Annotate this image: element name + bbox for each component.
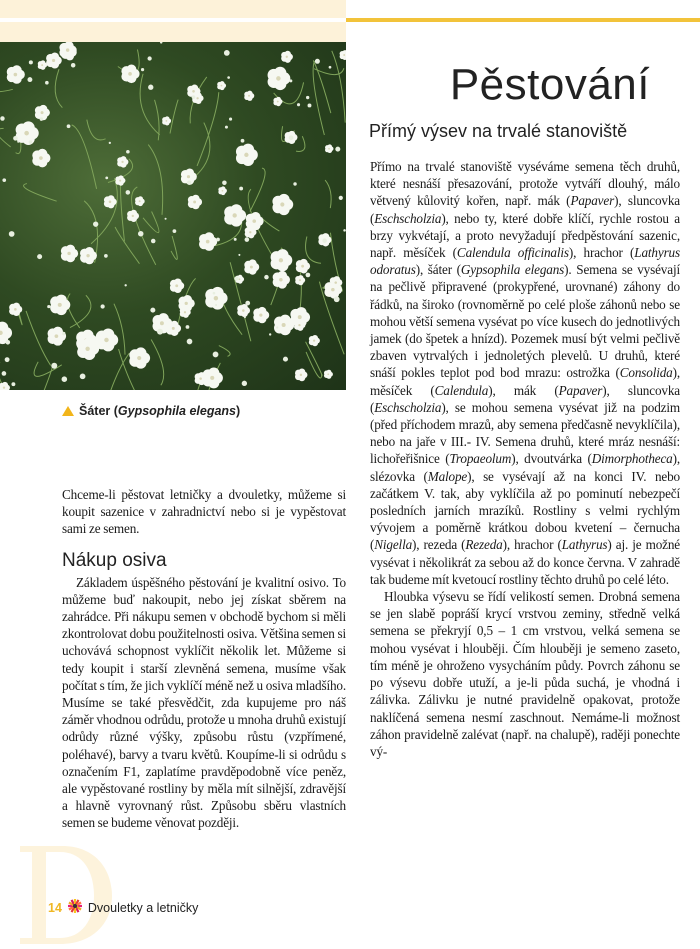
text-run: ), sluncovka ( [370,382,680,415]
bud [224,50,230,56]
stem [148,145,162,215]
latin-name: Lathyrus odoratus [370,245,680,278]
latin-name: Dimorphotheca [591,451,673,467]
photo-caption [62,404,240,418]
stem [170,100,178,134]
top-cream-band [0,0,346,18]
caption-text: Šáter ( [79,404,118,418]
latin-name: Malope [427,468,468,484]
yellow-rule [346,18,700,22]
bud [308,103,312,107]
stem [34,362,62,377]
bud [29,60,33,64]
flower [129,347,150,368]
left-column [62,486,346,832]
bud [67,124,71,128]
flower [96,328,118,351]
latin-name: Calendula officinalis [456,245,569,261]
flower [9,303,22,316]
bud [13,136,18,141]
text-run: ), se vysévají až na konci IV. nebo začátkem V. tak, aby vyklíčila až po pominutí nebezpečí posledních jarních mrazíků. Rostliny s velmi rychlým vývojem a poměrně krátkou dobou kvetení – černucha ( [370,468,680,553]
flower [135,196,145,206]
bud [71,63,76,68]
bud [215,304,217,306]
caption-suffix: ) [236,404,241,418]
body-paragraph [370,158,680,588]
flower [272,194,293,215]
bud [173,229,177,233]
bud [238,254,240,256]
latin-name: Gypsophila elegans [460,262,565,278]
bud [160,42,162,44]
flower [46,52,62,68]
bud [101,304,105,308]
bud [187,180,191,184]
flower [325,144,333,153]
bud [192,95,196,99]
text-run: ), dvoutvárka ( [511,451,592,467]
text-run: ), hrachor ( [568,245,635,261]
flower [162,116,171,125]
bud [2,371,7,376]
bud [165,218,167,220]
latin-name: Calendula [434,382,489,398]
bud [45,81,49,85]
caption-latin: Gypsophila elegans [117,404,236,418]
section-heading: Nákup osiva [62,549,167,571]
flower [61,245,78,263]
bud [5,357,10,362]
right-column [370,158,680,760]
bud [40,117,43,120]
latin-name: Papaver [570,193,615,209]
bud [37,254,42,259]
stem [26,311,51,365]
latin-name: Eschscholzia [374,210,442,226]
text-run: Přímo na trvalé stanoviště vyséváme semena těch druhů, které nesnáší přesazování, protože vytváří dlouhý, málo větvený kůlovitý kořen, např. mák ( [370,159,680,209]
bud [2,178,6,182]
bud [62,376,68,382]
bud [334,296,340,302]
text-run: ), mák ( [488,382,559,398]
stem [306,342,323,376]
bud [335,147,340,152]
bud [47,305,50,308]
stem [115,227,139,264]
stem [0,128,11,147]
bud [157,329,163,335]
flower [59,42,76,59]
latin-name: Papaver [558,382,603,398]
bud [138,231,144,237]
bud [148,85,153,90]
bud [126,190,131,195]
body-paragraph: Základem úspěšného pěstování je kvalitní osivo. To můžeme buď nakoupit, nebo jej získat sběrem na zahrádce. Při nákupu semen v obchodě bychom si měli zkontrolovat dobu použitelnosti osiva. Většina semen si uchovává schopnost vyklíčit několik let. Můžeme si tedy koupit i starší zlevněná semena, musíme však počítat s tím, že jich vyklíčí méně než u osiva mladšího. Musíme se také přesvědčit, zda kupujeme pro náš záměr vhodnou odrůdu, protože u mnoha druhů existují odrůdy různé výšky, způsobu růstu (vzpřímené, poléhavé), barvy a tvaru květů. Koupíme-li si odrůdu s označením F1, zaplatíme pravděpodobně více peněz, ale vypěstované rostliny by měla mít silnější, zdravější a hlavně vyrovnaný růst. Způsobu sběru vlastních semen se budeme věnovat později. [62,574,346,831]
flower [244,259,259,274]
top-cream-band-lower [0,22,346,42]
bud [297,103,300,106]
flower [295,369,307,382]
flower [296,259,310,274]
flower [115,175,125,185]
flower [117,156,128,167]
bud [187,339,193,345]
stem [219,346,230,357]
bud [276,326,278,328]
flower [246,212,264,230]
text-run: ), hrachor ( [502,537,562,553]
flower [104,195,117,208]
bud [62,332,65,335]
text-run: ), měsíček ( [370,365,680,398]
flower [236,144,258,166]
bud [245,237,250,242]
flower [224,204,246,226]
bud [241,139,245,143]
latin-name: Lathyrus [561,537,608,553]
bud [109,142,111,144]
stem [325,180,331,208]
bud [0,116,4,120]
bud [227,76,230,79]
bud [264,275,269,280]
chapter-name: Dvouletky a letničky [87,900,199,915]
stem [100,353,130,390]
bud [269,333,271,335]
page-footer [48,898,198,917]
stem [132,187,156,265]
latin-name: Eschscholzia [374,399,442,415]
bud [225,126,228,129]
flower [309,335,320,346]
latin-name: Consolida [619,365,673,381]
bud [150,308,155,313]
bud [244,316,246,318]
page-number: 14 [48,900,62,915]
bud [283,357,288,362]
bud [27,77,32,82]
bud [245,301,250,306]
flower [340,50,346,60]
text-run: ). Semena se vysévají na pečlivě připravené (prokypřené, urovnané) záhony do řádků, na široko (rovnoměrně po celé ploše záhonů nebo se mohou větší semena vysévat po více kusech do jednotlivých jamek (do špetek a hnízd). Pozemek musí být velmi pečlivě zbaven vytrvalých i jednoletých plevelů. U druhů, které snáší pokles teplot pod bod mrazu: ostrožka ( [370,262,680,381]
flower [295,275,305,285]
bud [51,363,57,369]
stem [55,69,62,107]
flower [32,149,50,168]
bud [104,254,108,258]
stem [171,236,177,260]
bud [329,66,332,69]
bud [6,340,11,345]
flower [268,67,291,90]
bud [293,182,296,185]
bud [124,284,126,286]
flower [217,81,226,90]
flower [7,65,25,84]
bud [229,118,232,121]
flower [188,195,202,210]
section-subtitle: Přímý výsev na trvalé stanoviště [369,121,628,141]
body-paragraph [370,588,680,760]
bud [151,239,156,244]
stem [87,120,106,140]
text-run: ) aj. je možné vysévat i několikrát za sebou až do konce června. V zahradě tak budeme mít kvetoucí rostliny těchto druhů po celé léto. [370,537,680,587]
flower [253,307,269,323]
bud [222,181,227,186]
stem [250,168,265,211]
text-run: Hloubka výsevu se řídí velikostí semen. Drobná semena se jen slabě popráší krycí vrstvou zeminy, středně velká semena se překryjí 0,5 – 1 cm vrstvou, velká semena se mohou vysévat i hlouběji. Čím hlouběji je semeno zaseto, tím méně je ohroženo vysycháním půdy. Povrch záhonu se po výsevu dobře utuží, a je-li půda suchá, je vhodná i zálivka. Zálivku je nutné pravidelně opakovat, protože naklíčená semena nesmí zaschnout. Nemáme-li možnost záhon pravidelně zalévat (např. na chalupě), raději ponechte vý- [370,589,680,759]
flower [50,295,70,316]
bud [289,79,292,82]
bud [29,140,33,144]
stem [70,295,91,327]
latin-name: Rezeda [465,537,503,553]
intro-paragraph: Chceme-li pěstovat letničky a dvouletky, můžeme si koupit sazenice v zahradnictví nebo si je vypěstovat sami ze semen. [62,487,346,537]
decorative-letter-shape [14,842,114,944]
flower [273,97,282,106]
bud [17,141,19,143]
flower [121,65,139,84]
bud [147,56,151,60]
bud [213,352,219,358]
bud [186,325,190,329]
text-run: ), rezeda ( [412,537,466,553]
flower [127,210,139,222]
stem [72,125,97,189]
flower [199,232,217,251]
flower [273,271,290,289]
stem [194,123,210,178]
flower [244,91,254,101]
stem [296,136,305,151]
bud [242,381,247,386]
flower [48,327,67,346]
bud [234,238,237,241]
bud [216,238,220,242]
stem [151,340,164,386]
text-run: ), se mohou semena vysévat již na podzim (před příchodem mrazů, aby semena předčasně nevyklíčila), nebo na jaře v III.- IV. Semena druhů, které mráz nesnáší: lichořeřišnice ( [370,399,680,467]
bud [234,276,238,280]
triangle-icon [62,406,74,416]
stem [120,184,124,242]
bud [289,135,294,140]
bud [126,150,130,154]
flower [237,304,250,317]
stem [114,304,125,355]
bud [80,373,86,379]
bud [11,382,15,386]
gypsophila-photo [0,42,346,390]
stem [35,364,52,390]
stem [140,74,160,135]
text-run: ), nebo ty, které dobře klíčí, rychle rostou a brzy vykvétají, a proto nevyžadují předpěstování sazenic, např. měsíček ( [370,210,680,261]
flower [218,186,227,195]
text-run: ), sluncovka ( [370,193,681,226]
latin-name: Nigella [374,537,413,553]
flower-icon [67,898,83,917]
bud [93,221,98,226]
stem [143,211,159,232]
flower [324,370,333,379]
text-run: ), šáter ( [415,262,461,278]
bud [213,292,216,295]
stem [332,51,345,123]
bud [339,196,343,200]
flower [281,51,293,63]
bud [239,187,243,191]
flower [0,322,12,344]
stem [91,178,117,244]
bud [306,273,311,278]
bud [306,96,309,99]
flower [38,60,47,70]
stem [313,60,331,113]
flower [0,382,10,390]
stem [0,89,13,91]
flower [271,249,293,271]
bud [9,231,15,237]
bud [343,229,346,232]
latin-name: Tropaeolum [449,451,512,467]
text-run: ), slézovka ( [370,451,681,484]
bud [315,59,320,64]
bud [322,238,326,242]
stem [24,184,57,202]
flower [170,278,184,293]
stem [306,352,322,378]
bud [105,176,108,179]
bud [141,68,144,71]
page-title: Pěstování [449,60,650,109]
